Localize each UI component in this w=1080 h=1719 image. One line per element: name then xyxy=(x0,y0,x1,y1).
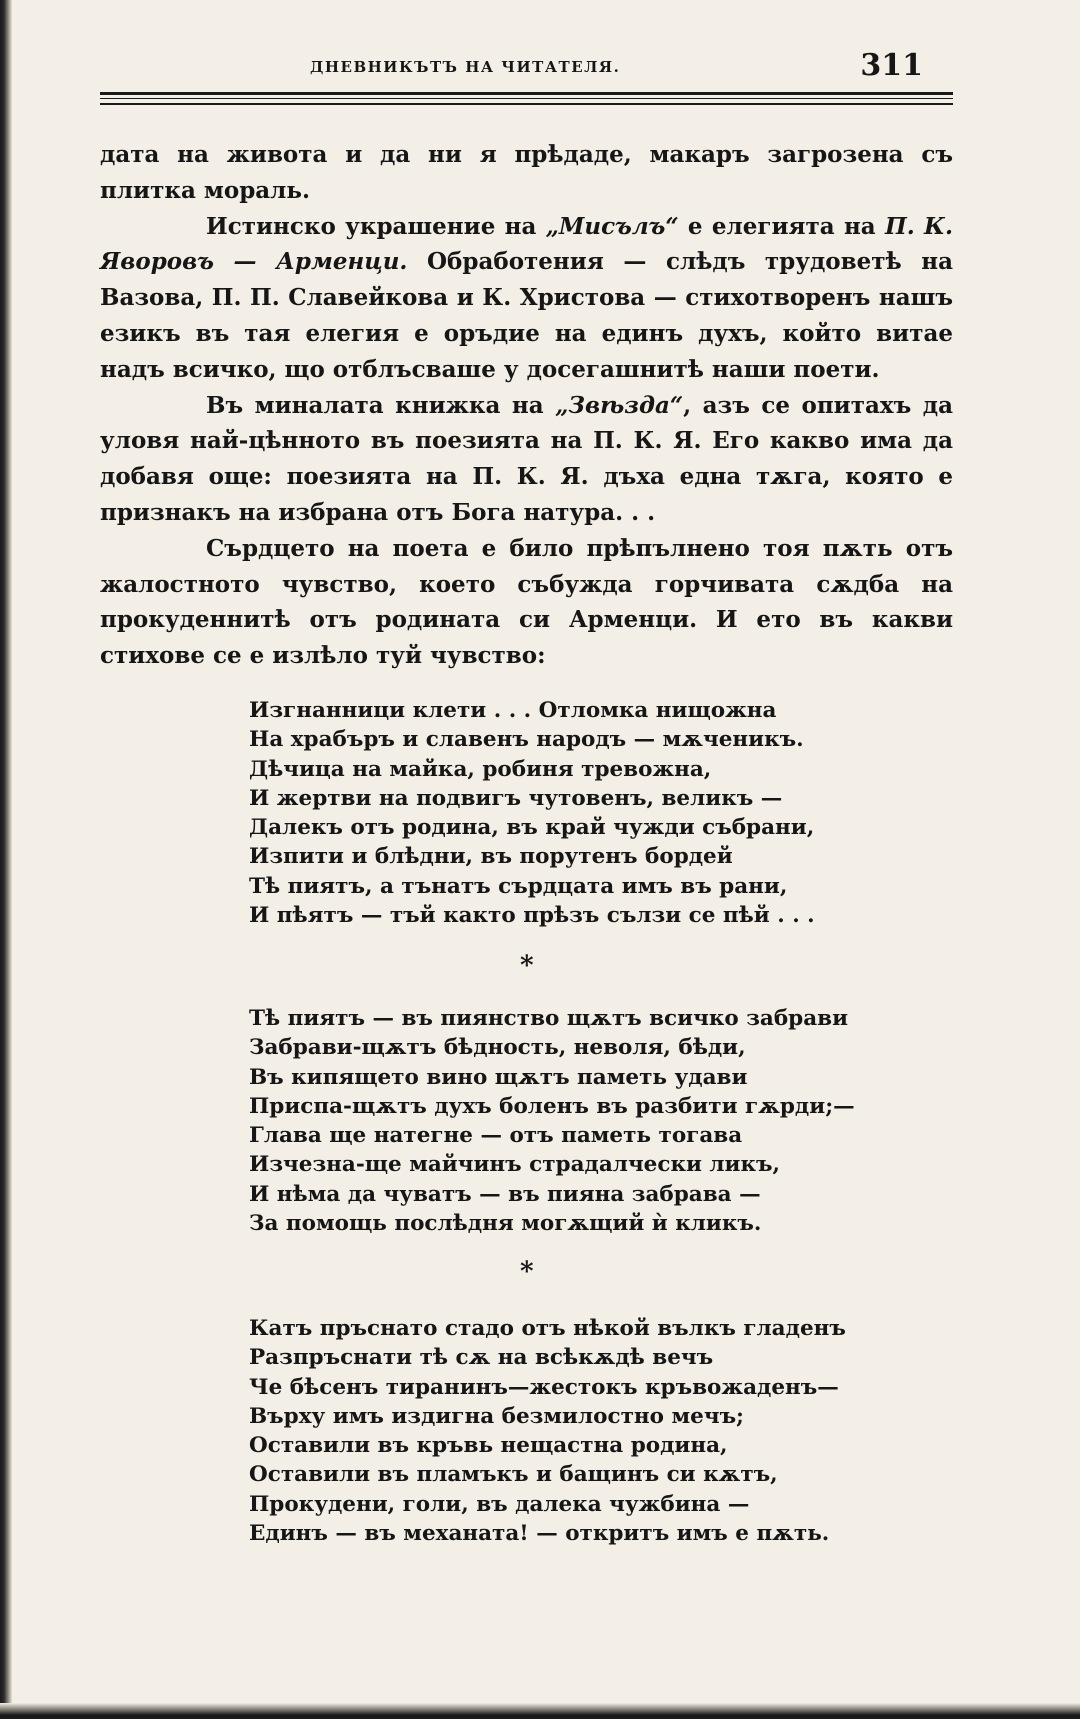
poem-line: Въ кипящето вино щѫтъ паметь удави xyxy=(249,1064,748,1090)
poem-line: Забрави-щѫтъ бѣдность, неволя, бѣди, xyxy=(249,1035,746,1061)
page-number: 311 xyxy=(860,48,923,83)
poem-line: Дѣчица на майка, робиня тревожна, xyxy=(249,756,712,782)
poem-line: И жертви на подвигъ чутовенъ, великъ — xyxy=(249,785,783,811)
poem-stanza-2 xyxy=(249,1004,855,1238)
poem-line: Изчезна-ще майчинъ страдалчески ликъ, xyxy=(249,1152,781,1178)
paragraph-text: Въ миналата книжка на xyxy=(206,391,556,419)
poem-line: Единъ — въ механата! — откритъ имъ е пѫть. xyxy=(249,1521,830,1547)
italic-title: „Звѣзда“ xyxy=(555,391,684,419)
paragraph xyxy=(100,209,953,388)
paragraph xyxy=(100,531,953,674)
stanza-separator-2: * xyxy=(520,1257,534,1287)
stanza-separator-1: * xyxy=(520,951,534,981)
poem-line: Оставили въ кръвь нещастна родина, xyxy=(249,1433,728,1459)
poem-stanza-3 xyxy=(249,1314,849,1548)
italic-title: „Мисълъ“ xyxy=(545,212,679,240)
paragraph xyxy=(100,137,953,209)
poem-stanza-1 xyxy=(249,696,849,930)
poem-line: Тѣ пиятъ — въ пиянство щѫтъ всичко забрави xyxy=(249,1006,849,1031)
poem-line: На храбъръ и славенъ народъ — мѫченикъ. xyxy=(249,727,804,753)
paragraph-text: Обработения — слѣдъ трудоветѣ на Вазова, П. П. Славейкова и К. Христова — стихотворенъ нашъ езикъ въ тая елегия е оръдие на единъ духъ, който витае надъ всичко, що отблъсваше у досегашнитѣ наши поети. xyxy=(100,248,953,383)
paragraph-text: дата на живота и да ни я прѣдаде, макаръ загрозена съ плитка мораль. xyxy=(100,141,953,204)
page-left-edge-shadow xyxy=(0,0,12,1719)
italic-title: П. К. Яворовъ — Арменци. xyxy=(100,212,953,276)
poem-line: И пѣятъ — тъй както прѣзъ сълзи се пѣй . . . xyxy=(249,903,815,929)
poem-line: Оставили въ пламъкъ и бащинъ си кѫтъ, xyxy=(249,1462,778,1488)
poem-line: Тѣ пиятъ, а тънатъ сърдцата имъ въ рани, xyxy=(249,873,788,899)
poem-line: Изпити и блѣдни, въ порутенъ бордей xyxy=(249,844,733,870)
poem-line: Прокудени, голи, въ далека чужбина — xyxy=(249,1491,750,1517)
paragraph-text: е елегията на xyxy=(678,212,886,240)
header-rule-bottom xyxy=(100,103,953,105)
body-text xyxy=(100,137,953,674)
poem-line: Върху имъ издигна безмилостно мечъ; xyxy=(249,1403,744,1429)
page-header xyxy=(100,50,953,90)
poem-line: Приспа-щѫтъ духъ боленъ въ разбити гѫрди;— xyxy=(249,1093,855,1119)
header-rule-thick xyxy=(100,92,953,95)
header-rule-thin xyxy=(100,98,953,99)
paragraph-text: Сърдцето на поета е било прѣпълнено тоя пѫть отъ жалостното чувство, което събужда горчивата сѫдба на прокуденнитѣ отъ родината си Арменци. И ето въ какви стихове се е излѣло туй чувство: xyxy=(100,534,953,670)
poem-line: Че бѣсенъ тиранинъ—жестокъ кръвожаденъ— xyxy=(249,1374,839,1400)
poem-line: И нѣма да чуватъ — въ пияна забрава — xyxy=(249,1181,761,1207)
paragraph-text: Истинско украшение на xyxy=(206,212,546,240)
poem-line: Изгнанници клети . . . Отломка нищожна xyxy=(249,698,777,723)
poem-line: Разпръснати тѣ сѫ на всѣкѫдѣ вечъ xyxy=(249,1345,714,1371)
poem-line: Катъ пръснато стадо отъ нѣкой вълкъ гладенъ xyxy=(249,1316,846,1341)
poem-line: Далекъ отъ родина, въ край чужди събрани, xyxy=(249,815,815,841)
paragraph-text: , азъ се опитахъ да уловя най-цѣнното въ поезията на П. К. Я. Его какво има да добавя още: поезията на П. К. Я. дъха една тѫга, която е признакъ на избрана отъ Бога натура. . . xyxy=(100,391,954,526)
poem-line: За помощь послѣдня могѫщий ѝ кликъ. xyxy=(249,1211,762,1237)
page-bottom-edge-shadow xyxy=(0,1703,1080,1719)
paragraph xyxy=(100,388,953,531)
poem-line: Глава ще натегне — отъ паметь тогава xyxy=(249,1123,743,1149)
running-head: ДНЕВНИКЪТЪ НА ЧИТАТЕЛЯ. xyxy=(310,58,621,76)
